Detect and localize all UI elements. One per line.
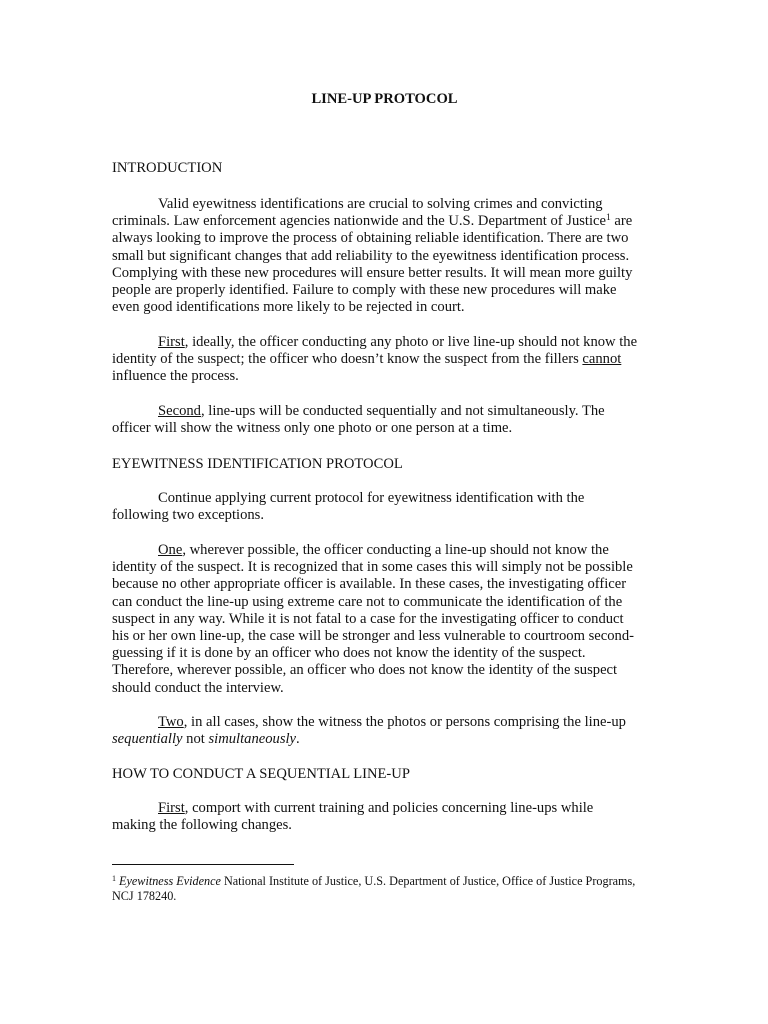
text-line: making the following changes.	[112, 817, 292, 834]
text-line	[112, 334, 660, 351]
text-run: National Institute of Justice, U.S. Department of Justice, Office of Justice Programs,	[220, 874, 636, 888]
lead-word: First	[158, 800, 185, 816]
text-line: officer will show the witness only one photo or one person at a time.	[112, 420, 513, 437]
text-run: , comport with current training and policies concerning line-ups while	[184, 800, 594, 816]
text-run: , in all cases, show the witness the photos or persons comprising the line-up	[183, 714, 626, 730]
text-line: Therefore, wherever possible, an officer who does not know the identity of the suspect	[112, 662, 618, 679]
text-line: guessing if it is done by an officer who does not know the identity of the suspect.	[112, 645, 586, 662]
text-line: suspect in any way. While it is not fatal to a case for the investigating officer to conduct	[112, 610, 624, 627]
text-run: not	[182, 731, 209, 748]
protocol-paragraph-3	[112, 714, 660, 748]
emphasis-word: sequentially	[112, 731, 183, 748]
text-line: Continue applying current protocol for eyewitness identification with the	[158, 490, 585, 506]
footnote-ref: 1	[606, 213, 611, 224]
protocol-paragraph-1	[112, 490, 660, 524]
lead-word: One	[158, 542, 183, 558]
lead-word: Two	[158, 714, 184, 730]
intro-paragraph-3	[112, 403, 660, 437]
section-heading-protocol: EYEWITNESS IDENTIFICATION PROTOCOL	[112, 456, 403, 472]
footnote	[112, 874, 660, 904]
text-line	[112, 714, 660, 731]
text-line: following two exceptions.	[112, 507, 264, 524]
section-heading-introduction: INTRODUCTION	[112, 160, 223, 176]
text-run: identity of the suspect; the officer who doesn’t know the suspect from the fillers	[112, 351, 583, 368]
emphasis-word: simultaneously	[208, 731, 297, 748]
text-line: NCJ 178240.	[112, 889, 177, 904]
text-line	[112, 800, 660, 817]
text-line: identity of the suspect. It is recognized that in some cases this will simply not be possible	[112, 559, 633, 576]
text-line: because no other appropriate officer is available. In these cases, the investigating officer	[112, 576, 627, 593]
text-line	[112, 874, 660, 889]
lead-word: First	[158, 334, 185, 350]
howto-paragraph-1	[112, 800, 660, 834]
text-line	[112, 213, 660, 230]
text-line: people are properly identified. Failure to comply with these new procedures will make	[112, 281, 617, 298]
text-line: even good identifications more likely to be rejected in court.	[112, 299, 465, 316]
text-run: .	[296, 731, 300, 748]
text-line: always looking to improve the process of obtaining reliable identification. There are two	[112, 230, 629, 247]
intro-paragraph-1	[112, 196, 660, 316]
text-line: small but significant changes that add reliability to the eyewitness identification process.	[112, 247, 630, 264]
page-title: LINE-UP PROTOCOL	[311, 91, 458, 107]
emphasis-word: cannot	[582, 351, 622, 368]
text-line: Complying with these new procedures will ensure better results. It will mean more guilty	[112, 264, 633, 281]
footnote-divider	[112, 864, 294, 865]
text-run: are	[610, 213, 633, 230]
text-line	[112, 731, 660, 748]
text-line	[112, 351, 660, 368]
text-line	[112, 542, 660, 559]
text-run: , wherever possible, the officer conducting a line-up should not know the	[182, 542, 609, 558]
text-line: can conduct the line-up using extreme care not to communicate the identification of the	[112, 593, 623, 610]
intro-paragraph-2	[112, 334, 660, 386]
text-line: influence the process.	[112, 368, 239, 385]
text-line: Valid eyewitness identifications are crucial to solving crimes and convicting	[158, 196, 603, 212]
section-heading-howto: HOW TO CONDUCT A SEQUENTIAL LINE-UP	[112, 766, 410, 782]
protocol-paragraph-2	[112, 542, 660, 697]
footnote-marker: 1	[112, 874, 116, 883]
text-run: criminals. Law enforcement agencies nationwide and the U.S. Department of Justice	[112, 213, 606, 230]
text-run: , ideally, the officer conducting any photo or live line-up should not know the	[184, 334, 638, 350]
lead-word: Second	[158, 403, 201, 419]
text-line	[112, 403, 660, 420]
text-run: , line-ups will be conducted sequentially and not simultaneously. The	[200, 403, 605, 419]
text-line: should conduct the interview.	[112, 679, 284, 696]
footnote-source-title: Eyewitness Evidence	[119, 874, 221, 888]
text-line: his or her own line-up, the case will be stronger and less vulnerable to courtroom second-	[112, 627, 634, 644]
